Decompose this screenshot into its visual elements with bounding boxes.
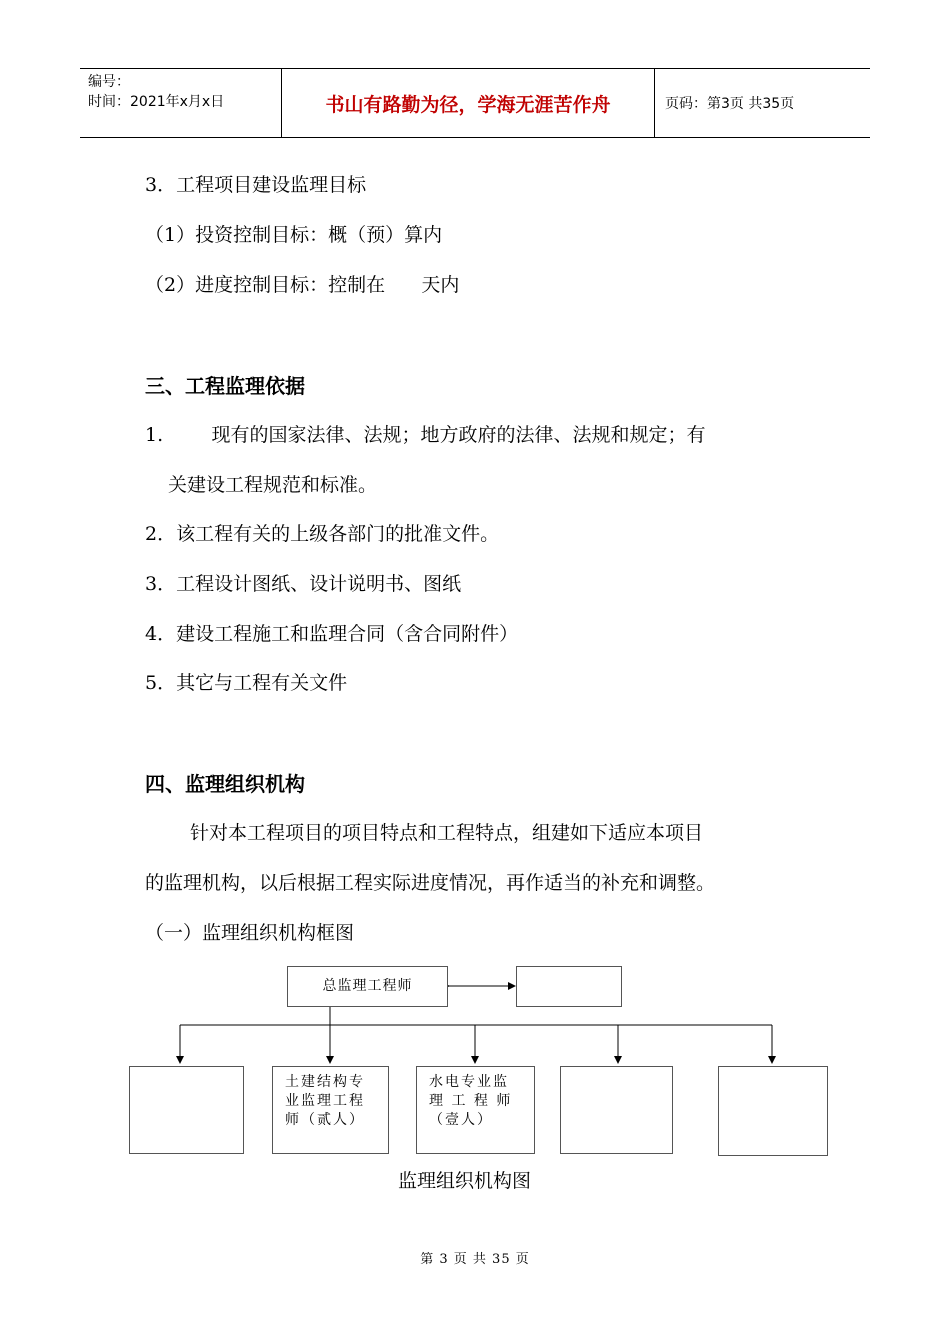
mep-engineer-box [416,1066,535,1154]
section3-heading: 三、工程监理依据 [145,374,305,398]
empty-box [129,1066,244,1154]
section4-heading: 四、监理组织机构 [145,772,305,796]
header-motto: 书山有路勤为径，学海无涯苦作舟 [282,69,655,137]
header-page-info: 页码：第3页 共35页 [665,96,795,112]
basis-item-1-cont: 关建设工程规范和标准。 [168,474,378,496]
page-footer: 第 3 页 共 35 页 [420,1252,530,1267]
section4-paragraph-cont: 的监理机构，以后根据工程实际进度情况，再作适当的补充和调整。 [145,872,716,894]
civil-engineer-label: 土建结构专 业监理工程 师（贰人） [285,1074,365,1128]
header-time: 时间：2021年x月x日 [88,94,225,110]
objective-item: （2）进度控制目标：控制在 天内 [145,274,460,296]
chief-engineer-box: 总监理工程师 [287,966,448,1007]
objective-item: （1）投资控制目标：概（预）算内 [145,224,443,246]
section4-paragraph: 针对本工程项目的项目特点和工程特点，组建如下适应本项目 [190,822,704,844]
empty-box-top-right [516,966,622,1007]
mep-engineer-label: 水电专业监 理 工 程 师 （壹人） [429,1074,513,1128]
basis-item-2: 2．该工程有关的上级各部门的批准文件。 [145,523,500,545]
civil-engineer-box [272,1066,389,1154]
section4-subheading: （一）监理组织机构框图 [145,922,355,944]
objectives-title: 3．工程项目建设监理目标 [145,174,367,196]
empty-box [560,1066,673,1154]
basis-item-1: 1. 现有的国家法律、法规；地方政府的法律、法规和规定；有 [145,424,706,446]
basis-item-3: 3．工程设计图纸、设计说明书、图纸 [145,573,462,595]
org-chart-caption: 监理组织机构图 [398,1170,532,1192]
empty-box [718,1066,828,1156]
basis-item-5: 5．其它与工程有关文件 [145,672,348,694]
header-number: 编号： [88,74,130,90]
basis-item-4: 4．建设工程施工和监理合同（含合同附件） [145,623,519,645]
